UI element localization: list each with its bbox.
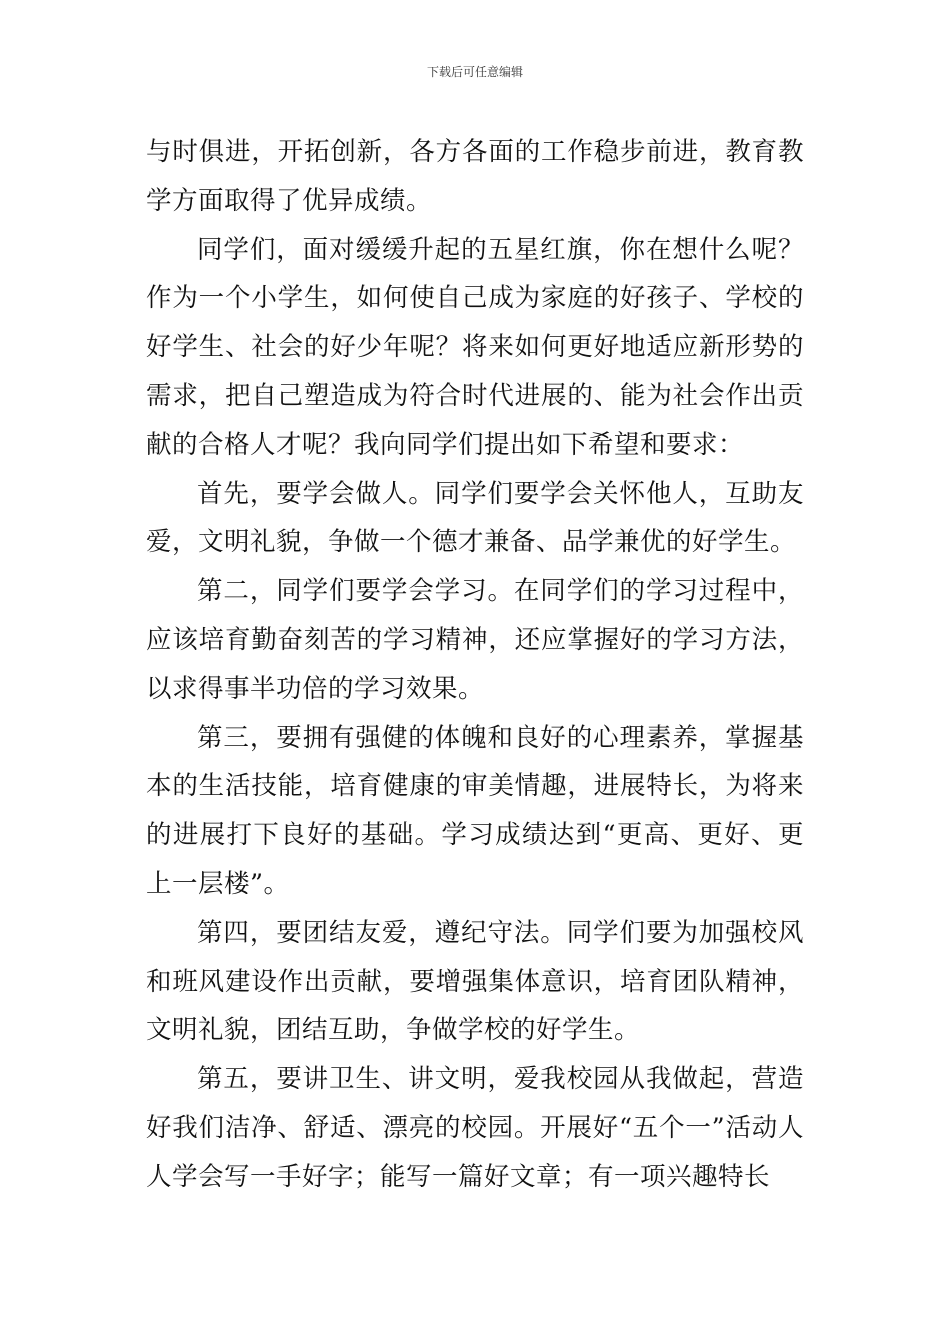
paragraph-second: 第二，同学们要学会学习。在同学们的学习过程中，应该培育勤奋刻苦的学习精神，还应掌握好的学习方法，以求得事半功倍的学习效果。 xyxy=(146,576,804,704)
page-header: 下载后可任意编辑 xyxy=(426,65,523,79)
paragraph-third: 第三，要拥有强健的体魄和良好的心理素养，掌握基本的生活技能，培育健康的审美情趣，进展特长，为将来的进展打下良好的基础。学习成绩达到“更高、更好、更上一层楼”。 xyxy=(146,722,804,899)
paragraph-first: 首先，要学会做人。同学们要学会关怀他人，互助友爱，文明礼貌，争做一个德才兼备、品学兼优的好学生。 xyxy=(146,478,804,558)
paragraph-fifth: 第五，要讲卫生、讲文明，爱我校园从我做起，营造好我们洁净、舒适、漂亮的校园。开展好“五个一”活动人人学会写一手好字；能写一篇好文章；有一项兴趣特长 xyxy=(146,1064,804,1192)
paragraph-continuation: 与时俱进，开拓创新，各方各面的工作稳步前进，教育教学方面取得了优异成绩。 xyxy=(146,137,804,216)
paragraph-students-question: 同学们，面对缓缓升起的五星红旗，你在想什么呢？作为一个小学生，如何使自己成为家庭的好孩子、学校的好学生、社会的好少年呢？将来如何更好地适应新形势的需求，把自己塑造成为符合时代进展的、能为社会作出贡献的合格人才呢？我向同学们提出如下希望和要求： xyxy=(146,234,804,460)
paragraph-fourth: 第四，要团结友爱，遵纪守法。同学们要为加强校风和班风建设作出贡献，要增强集体意识，培育团队精神，文明礼貌，团结互助，争做学校的好学生。 xyxy=(146,917,804,1046)
document-body xyxy=(146,128,804,1202)
